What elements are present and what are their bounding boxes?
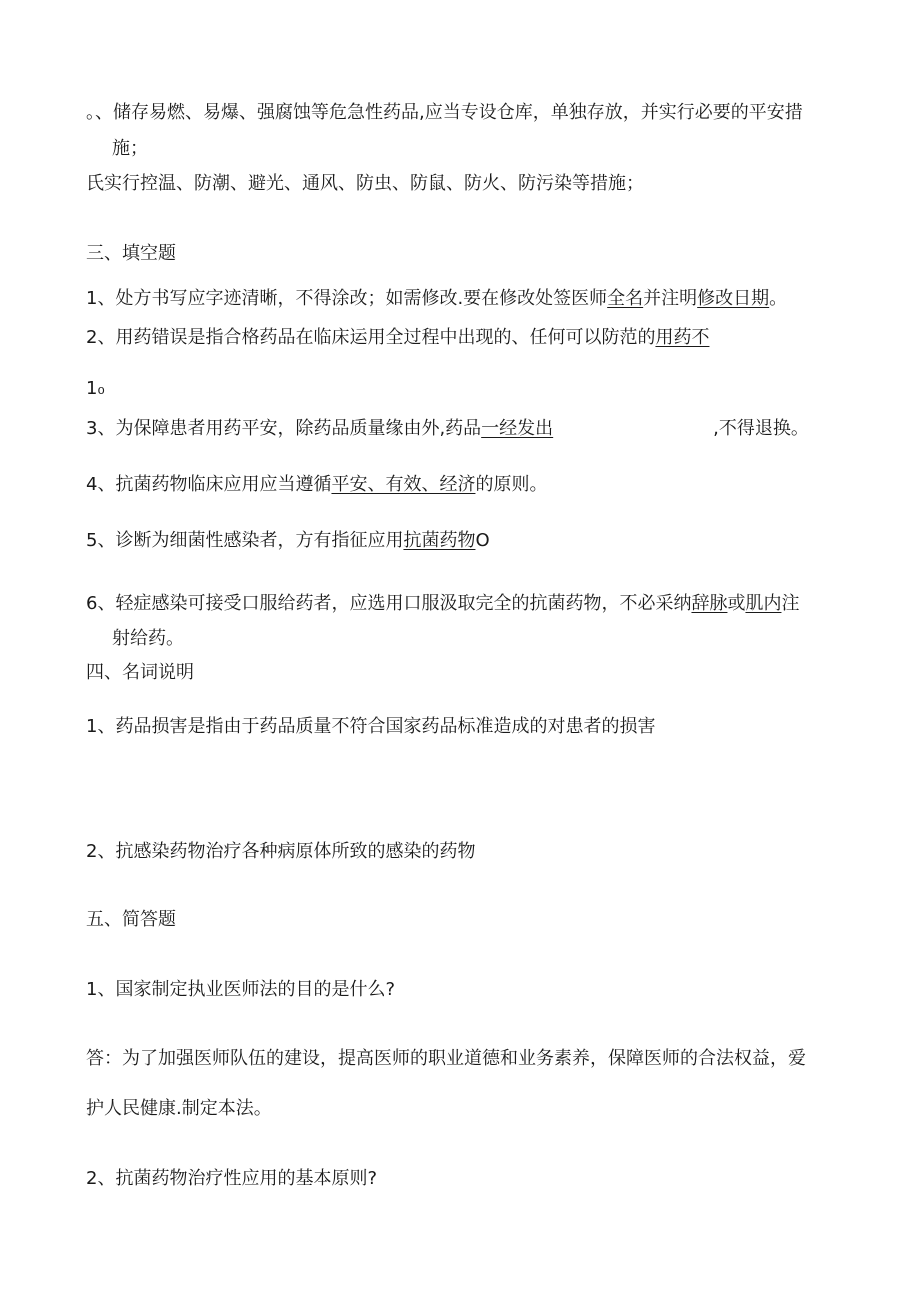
short-answer-answer-1: 答：为了加强医师队伍的建设，提高医师的职业道德和业务素养，保障医师的合法权益，爱: [86, 1048, 806, 1069]
storage-paragraph-continued: 施；: [112, 138, 148, 159]
short-answer-question-1: 1、国家制定执业医师法的目的是什么?: [86, 979, 396, 1000]
storage-paragraph: 。、储存易燃、易爆、强腐蚀等危急性药品,应当专设仓库，单独存放，并实行必要的平安措: [86, 102, 803, 123]
fill-blank-question-1: 1、处方书写应字迹清晰，不得涂改；如需修改.要在修改处签医师全名并注明修改日期。: [86, 288, 788, 309]
short-answer-question-2: 2、抗菌药物治疗性应用的基本原则?: [86, 1168, 378, 1189]
answer-underline: 平安、有效、经济: [331, 474, 476, 495]
fill-blank-question-3: 3、为保障患者用药平安，除药品质量缘由外,药品一经发出 ,不得退换。: [86, 418, 809, 439]
short-answer-answer-1-continued: 护人民健康.制定本法。: [86, 1098, 272, 1119]
fill-blank-question-4: 4、抗菌药物临床应用应当遵循平安、有效、经济的原则。: [86, 474, 548, 495]
term-definition-2: 2、抗感染药物治疗各种病原体所致的感染的药物: [86, 841, 476, 862]
answer-underline: 修改日期: [697, 288, 770, 309]
term-definition-1: 1、药品损害是指由于药品质量不符合国家药品标准造成的对患者的损害: [86, 716, 656, 737]
section-heading-fill-blank: 三、填空题: [86, 243, 176, 264]
fill-blank-question-5: 5、诊断为细菌性感染者，方有指征应用抗菌药物O: [86, 530, 490, 551]
section-heading-terms: 四、名词说明: [86, 662, 194, 683]
fill-blank-question-2: 2、用药错误是指合格药品在临床运用全过程中出现的、任何可以防范的用药不: [86, 327, 710, 348]
answer-underline: 肌内: [745, 593, 782, 614]
answer-underline: 辞脉: [691, 593, 728, 614]
fill-blank-question-6-continued: 射给药。: [112, 628, 184, 649]
fill-blank-question-2-continued: 1₀: [86, 378, 105, 399]
answer-underline: 用药不: [655, 327, 710, 348]
fill-blank-question-6: 6、轻症感染可接受口服给药者，应选用口服汲取完全的抗菌药物，不必采纳辞脉或肌内注: [86, 593, 800, 614]
answer-underline: 一经发出: [481, 418, 554, 439]
storage-measures-line: 氏实行控温、防潮、避光、通风、防虫、防鼠、防火、防污染等措施；: [86, 173, 644, 194]
answer-underline: 抗菌药物: [403, 530, 476, 551]
answer-underline: 全名: [607, 288, 644, 309]
section-heading-short-answer: 五、简答题: [86, 909, 176, 930]
